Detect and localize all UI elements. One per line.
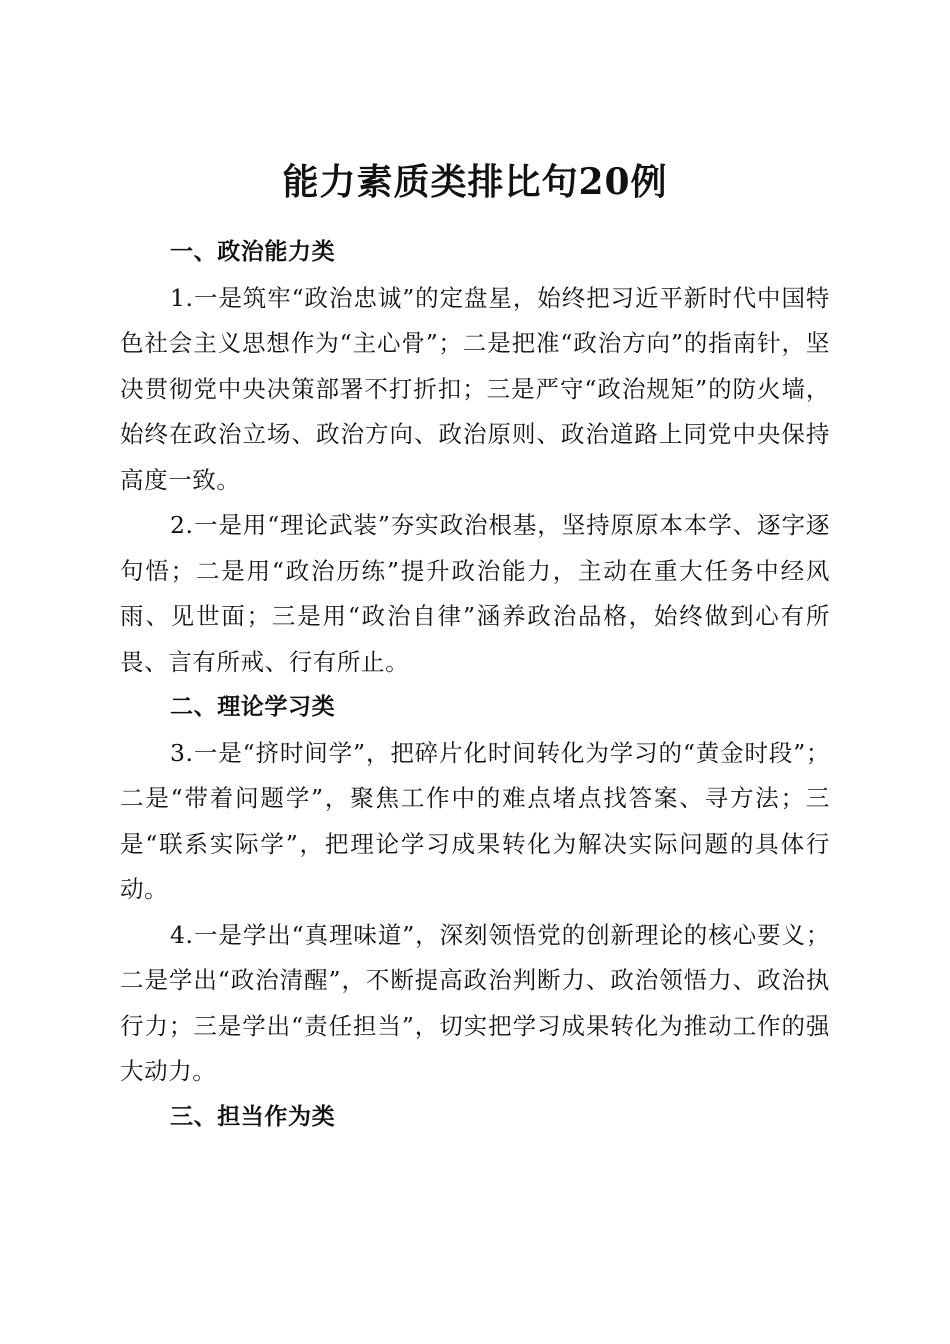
paragraph-1: 1.一是筑牢“政治忠诚”的定盘星，始终把习近平新时代中国特色社会主义思想作为“主心骨”；二是把准“政治方向”的指南针，坚决贯彻党中央决策部署不打折扣；三是严守“政治规矩”的防火墙，始终在政治立场、政治方向、政治原则、政治道路上同党中央保持高度一致。 <box>120 283 830 494</box>
section-heading-theory-study: 二、理论学习类 <box>170 694 336 720</box>
paragraph-3: 3.一是“挤时间学”，把碎片化时间转化为学习的“黄金时段”；二是“带着问题学”，聚焦工作中的难点堵点找答案、寻方法；三是“联系实际学”，把理论学习成果转化为解决实际问题的具体行动。 <box>120 738 830 903</box>
document-title: 能力素质类排比句20例 <box>282 161 668 204</box>
section-heading-political-ability: 一、政治能力类 <box>170 239 336 265</box>
section-heading-responsibility: 三、担当作为类 <box>170 1103 336 1130</box>
paragraph-2: 2.一是用“理论武装”夯实政治根基，坚持原原本本学、逐字逐句悟；二是用“政治历练”提升政治能力，主动在重大任务中经风雨、见世面；三是用“政治自律”涵养政治品格，始终做到心有所畏、言有所戒、行有所止。 <box>120 511 830 676</box>
document-body <box>120 230 830 1140</box>
paragraph-4: 4.一是学出“真理味道”，深刻领悟党的创新理论的核心要义；二是学出“政治清醒”，不断提高政治判断力、政治领悟力、政治执行力；三是学出“责任担当”，切实把学习成果转化为推动工作的强大动力。 <box>120 920 830 1085</box>
